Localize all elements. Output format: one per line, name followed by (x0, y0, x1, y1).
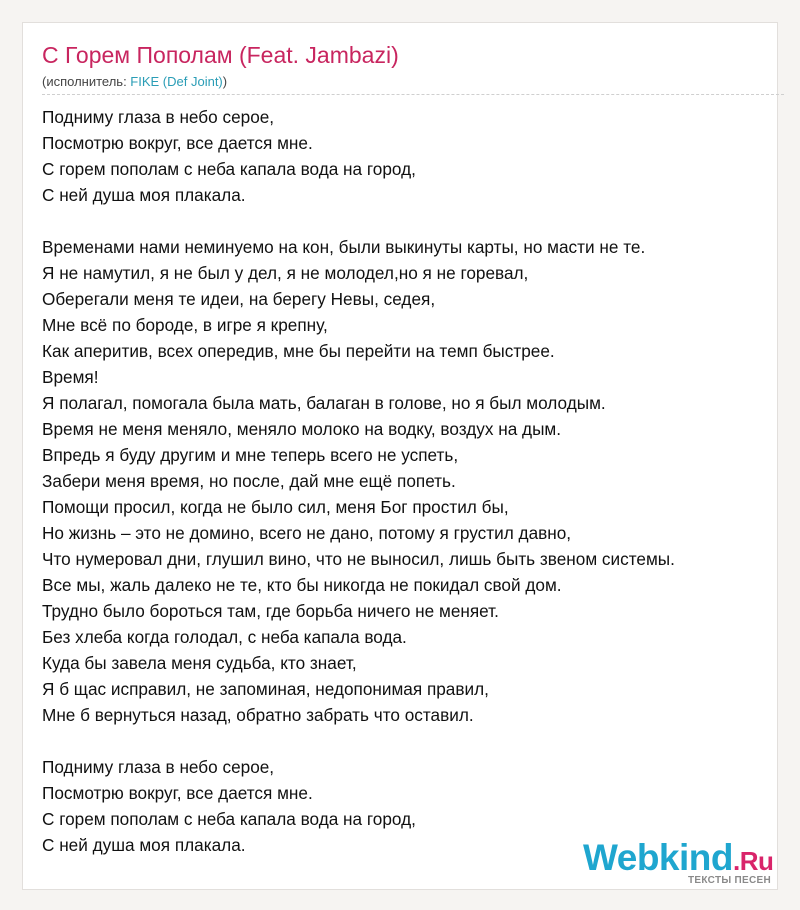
artist-prefix: (исполнитель: (42, 74, 131, 89)
lyric-line: Подниму глаза в небо серое, (42, 107, 275, 127)
brand-name: Webkind (583, 837, 733, 878)
lyric-line: Мне б вернуться назад, обратно забрать что оставил. (42, 705, 474, 725)
lyric-line: Я б щас исправил, не запоминая, недопонимая правил, (42, 679, 489, 699)
song-title: С Горем Пополам (Feat. Jambazi) (42, 42, 399, 68)
lyric-line: С ней душа моя плакала. (42, 835, 246, 855)
lyric-line: Что нумеровал дни, глушил вино, что не выносил, лишь быть звеном системы. (42, 549, 675, 569)
lyric-line: Я не намутил, я не был у дел, я не молодел,но я не горевал, (42, 263, 529, 283)
lyric-line: Посмотрю вокруг, все дается мне. (42, 133, 313, 153)
lyrics-text (42, 104, 787, 858)
divider (42, 94, 784, 95)
lyric-line: Время! (42, 367, 99, 387)
lyric-line: Время не меня меняло, меняло молоко на водку, воздух на дым. (42, 419, 562, 439)
lyric-line: Впредь я буду другим и мне теперь всего не успеть, (42, 445, 459, 465)
lyric-line: Трудно было бороться там, где борьба ничего не меняет. (42, 601, 499, 621)
lyric-line: С ней душа моя плакала. (42, 185, 246, 205)
lyrics-stanza (42, 104, 787, 208)
lyric-line: Все мы, жаль далеко не те, кто бы никогда не покидал свой дом. (42, 575, 562, 595)
lyric-line: Куда бы завела меня судьба, кто знает, (42, 653, 357, 673)
lyric-line: Посмотрю вокруг, все дается мне. (42, 783, 313, 803)
lyric-line: Оберегали меня те идеи, на берегу Невы, седея, (42, 289, 436, 309)
lyric-line: С горем пополам с неба капала вода на город, (42, 809, 416, 829)
artist-line (42, 74, 227, 89)
brand-tagline: ТЕКСТЫ ПЕСЕН (688, 875, 771, 886)
artist-suffix: ) (222, 74, 228, 89)
lyric-line: Как аперитив, всех опередив, мне бы перейти на темп быстрее. (42, 341, 555, 361)
lyrics-stanza (42, 234, 787, 728)
lyric-line: Временами нами неминуемо на кон, были выкинуты карты, но масти не те. (42, 237, 646, 257)
lyric-line: Но жизнь – это не домино, всего не дано, потому я грустил давно, (42, 523, 572, 543)
webkind-logo[interactable] (583, 838, 773, 888)
artist-link[interactable]: FIKE (Def Joint) (130, 74, 223, 89)
brand-tld: .Ru (733, 846, 774, 876)
lyric-line: Забери меня время, но после, дай мне ещё попеть. (42, 471, 456, 491)
lyric-line: С горем пополам с неба капала вода на город, (42, 159, 416, 179)
lyric-line: Подниму глаза в небо серое, (42, 757, 275, 777)
lyric-line: Мне всё по бороде, в игре я крепну, (42, 315, 328, 335)
lyric-line: Я полагал, помогала была мать, балаган в голове, но я был молодым. (42, 393, 606, 413)
lyric-line: Помощи просил, когда не было сил, меня Бог простил бы, (42, 497, 509, 517)
lyric-line: Без хлеба когда голодал, с неба капала вода. (42, 627, 407, 647)
